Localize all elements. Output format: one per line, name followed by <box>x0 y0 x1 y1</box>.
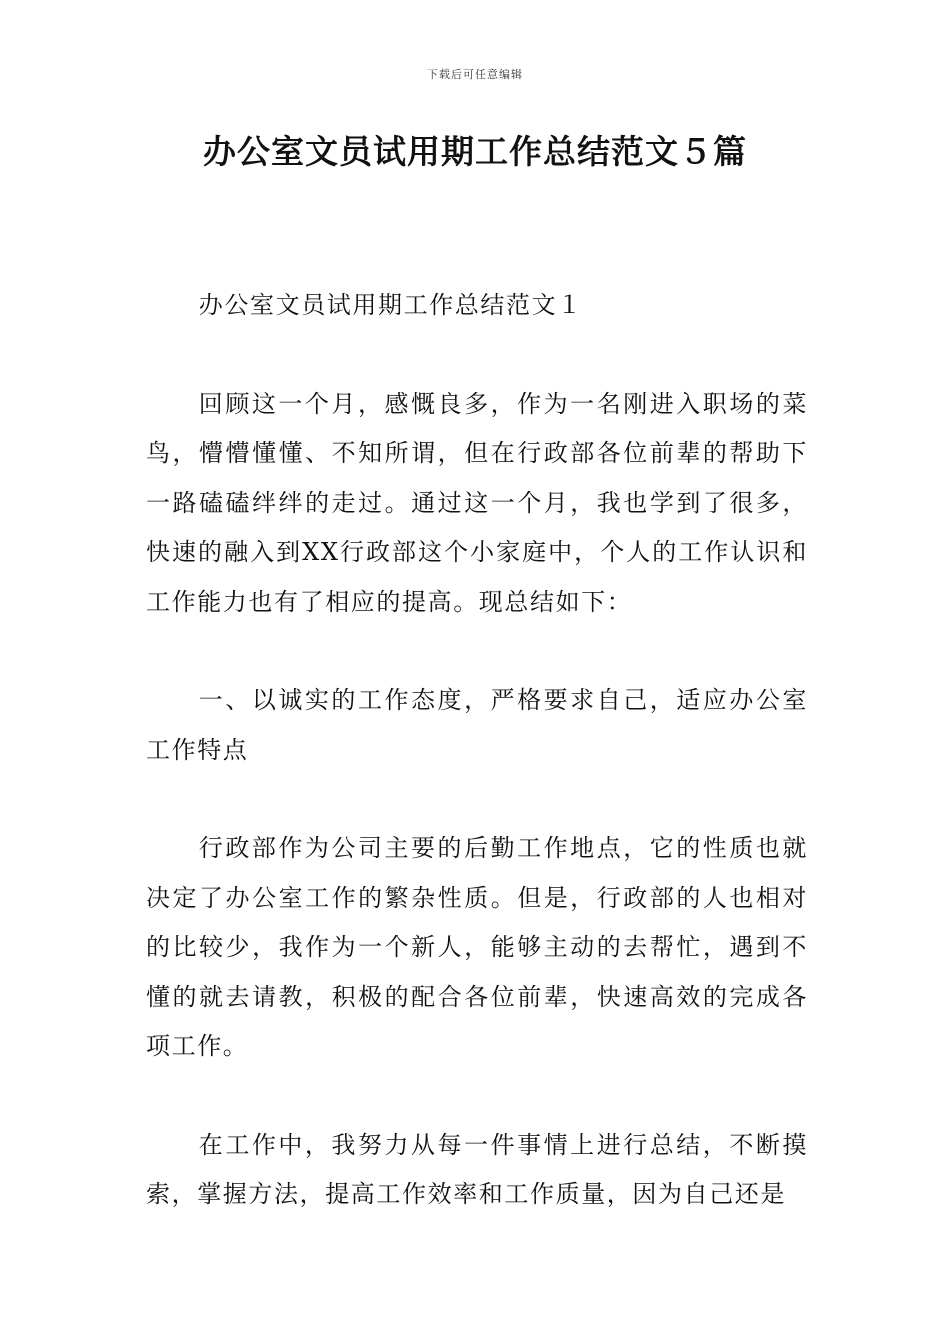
section-title: 办公室文员试用期工作总结范文１ <box>198 291 583 319</box>
paragraph: 行政部作为公司主要的后勤工作地点，它的性质也就决定了办公室工作的繁杂性质。但是，行政部的人也相对的比较少，我作为一个新人，能够主动的去帮忙，遇到不懂的就去请教，积极的配合各位前辈，快速高效的完成各项工作。 <box>146 834 808 1060</box>
header-note: 下载后可任意编辑 <box>427 68 523 81</box>
paragraph: 回顾这一个月，感慨良多，作为一名刚进入职场的菜鸟，懵懵懂懂、不知所谓，但在行政部各位前辈的帮助下一路磕磕绊绊的走过。通过这一个月，我也学到了很多，快速的融入到XX行政部这个小家庭中，个人的工作认识和工作能力也有了相应的提高。现总结如下： <box>146 389 808 616</box>
paragraph: 一、以诚实的工作态度，严格要求自己，适应办公室工作特点 <box>146 686 808 764</box>
document-body <box>146 281 808 1269</box>
paragraph: 在工作中，我努力从每一件事情上进行总结，不断摸索，掌握方法，提高工作效率和工作质量，因为自己还是 <box>146 1130 808 1208</box>
document-title: 办公室文员试用期工作总结范文５篇 <box>203 132 747 171</box>
